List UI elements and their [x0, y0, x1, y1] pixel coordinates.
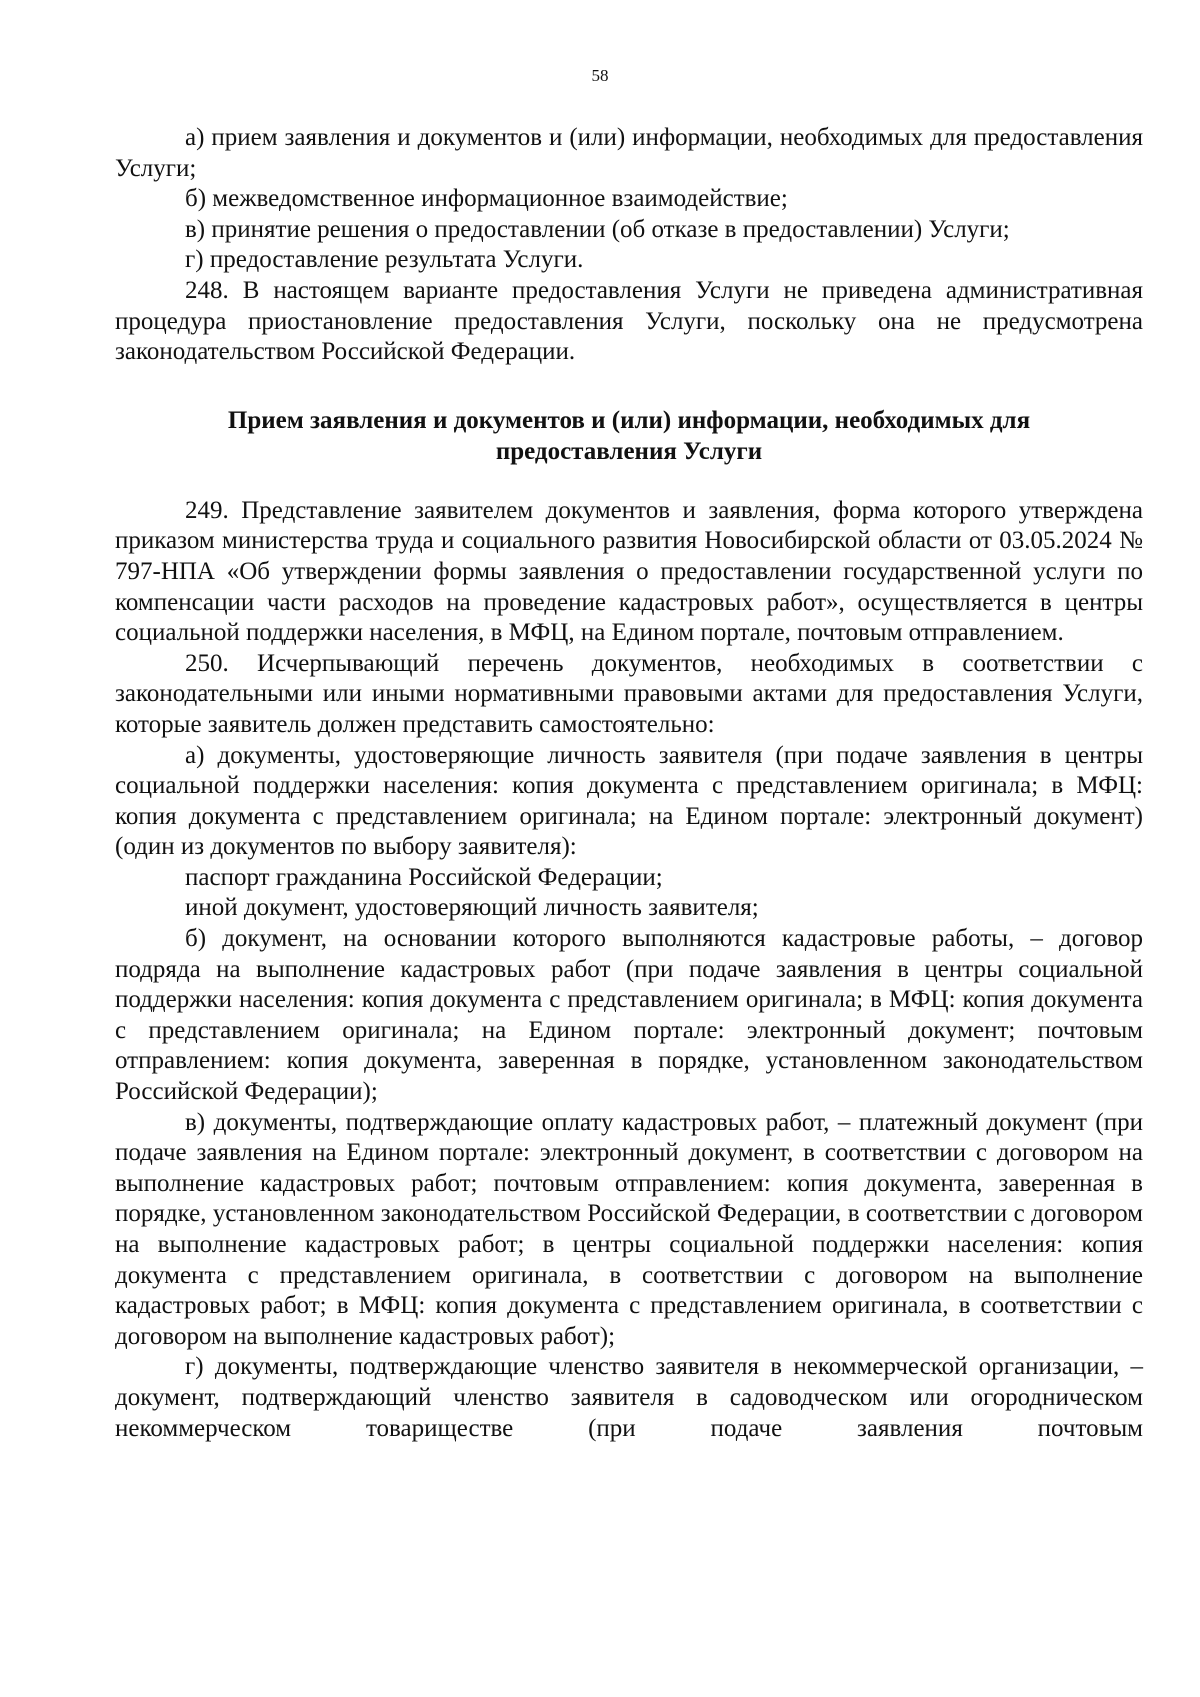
paragraph-250: 250. Исчерпывающий перечень документов, необходимых в соответствии с законодательными или иными нормативными правовыми актами для предоставления Услуги, которые заявитель должен представить самостоятельно: — [115, 649, 1143, 738]
paragraph-249: 249. Представление заявителем документов и заявления, форма которого утверждена приказом министерства труда и социального развития Новосибирской области от 03.05.2024 № 797-НПА «Об утверждении формы заявления о предоставлении государственной услуги по компенсации части расходов на проведение кадастровых работ», осуществляется в центры социальной поддержки населения, в МФЦ, на Едином портале, почтовым отправлением. — [115, 496, 1143, 647]
list-item-membership: г) документы, подтверждающие членство заявителя в некоммерческой организации, – документ, подтверждающий членство заявителя в садоводческом или огородническом некоммерческом товариществе (при подаче заявления почтовым — [115, 1353, 1143, 1442]
section-heading — [115, 405, 1143, 467]
list-item-other-id: иной документ, удостоверяющий личность заявителя; — [185, 894, 759, 922]
list-item-identity-documents: а) документы, удостоверяющие личность заявителя (при подаче заявления в центры социальной поддержки населения: копия документа с представлением оригинала; в МФЦ: копия документа с представлением оригинала; на Едином портале: электронный документ) (один из документов по выбору заявителя): — [115, 741, 1143, 861]
document-body — [115, 123, 1143, 1444]
section-heading-line-1: Прием заявления и документов и (или) информации, необходимых для — [227, 406, 1031, 434]
list-item-v: в) принятие решения о предоставлении (об отказе в предоставлении) Услуги; — [185, 215, 1010, 243]
list-item-g: г) предоставление результата Услуги. — [185, 246, 584, 274]
list-item-b: б) межведомственное информационное взаимодействие; — [185, 185, 788, 213]
list-item-a: а) прием заявления и документов и (или) информации, необходимых для предоставления Услуги; — [115, 124, 1143, 182]
paragraph-248: 248. В настоящем варианте предоставления Услуги не приведена административная процедура приостановление предоставления Услуги, поскольку она не предусмотрена законодательством Российской Федерации. — [115, 276, 1143, 366]
page-number: 58 — [591, 66, 609, 85]
section-heading-line-2: предоставления Услуги — [495, 437, 763, 465]
list-item-contract: б) документ, на основании которого выполняются кадастровые работы, – договор подряда на выполнение кадастровых работ (при подаче заявления в центры социальной поддержки населения: копия документа с представлением оригинала; в МФЦ: копия документа с представлением оригинала; на Едином портале: электронный документ; почтовым отправлением: копия документа, заверенная в порядке, установленном законодательством Российской Федерации); — [115, 925, 1143, 1106]
list-item-passport: паспорт гражданина Российской Федерации; — [185, 863, 663, 891]
list-item-payment: в) документы, подтверждающие оплату кадастровых работ, – платежный документ (при подаче заявления на Едином портале: электронный документ, в соответствии с договором на выполнение кадастровых работ; почтовым отправлением: копия документа, заверенная в порядке, установленном законодательством Российской Федерации, в соответствии с договором на выполнение кадастровых работ; в центры социальной поддержки населения: копия документа с представлением оригинала, в соответствии с договором на выполнение кадастровых работ; в МФЦ: копия документа с представлением оригинала, в соответствии с договором на выполнение кадастровых работ); — [115, 1108, 1143, 1350]
